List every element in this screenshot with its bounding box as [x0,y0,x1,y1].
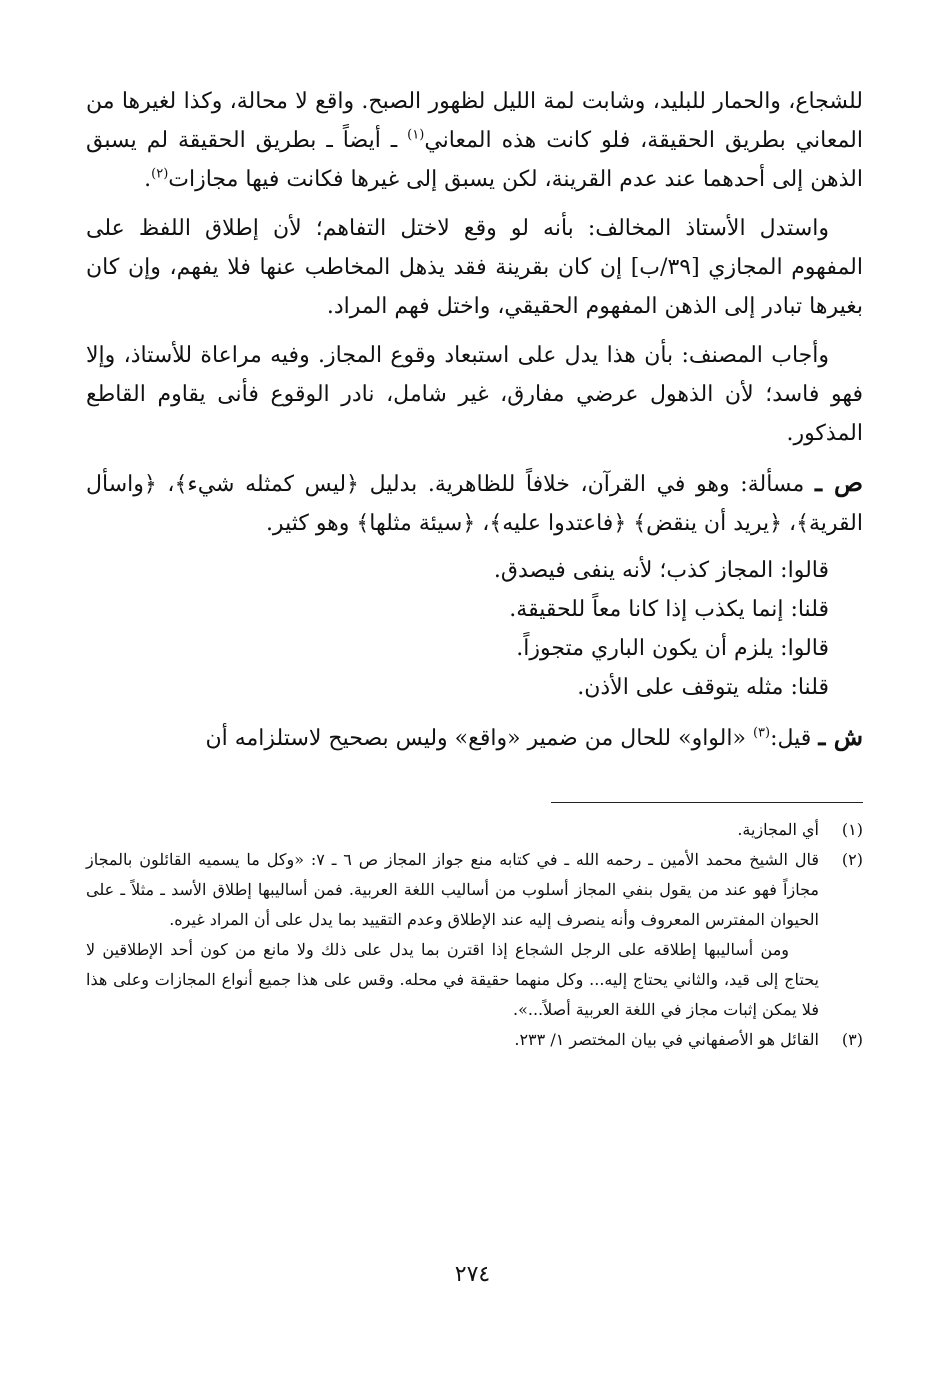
paragraph-4 [86,463,863,543]
footnote-3-number: (٣) [841,1030,863,1049]
text-marker-sad: ص ـ [814,468,863,497]
paragraph-1-text-b: ـ أيضاً ـ بطريق الحقيقة لم يسبق الذهن إلى أحدهما عند عدم القرينة، لكن يسبق إلى غيرها فكانت فيها مجازات [86,128,863,192]
footnote-1-text: أي المجازية. [737,820,819,839]
footnote-2-number: (٢) [841,850,863,869]
footnote-1-number: (١) [841,820,863,839]
paragraph-1 [86,82,863,199]
dialog-line-4: قلنا: مثله يتوقف على الأذن. [577,675,829,700]
paragraph-2: واستدل الأستاذ المخالف: بأنه لو وقع لاختل التفاهم؛ لأن إطلاق اللفظ على المفهوم المجازي [٣٩/ب] إن كان بقرينة فقد يذهل المخاطب عنها فلا يفهم، وإن كان بغيرها تبادر إلى الذهن المفهوم الحقيقي، واختل فهم المراد. [86,216,863,319]
dialog-line-3: قالوا: يلزم أن يكون الباري متجوزاً. [516,636,829,661]
paragraph-5 [86,717,863,758]
paragraph-4-text: مسألة: وهو في القرآن، خلافاً للظاهرية. بدليل ﴿ليس كمثله شيء﴾، ﴿واسأل القرية﴾، ﴿يريد أن ينقض﴾ ﴿فاعتدوا عليه﴾، ﴿سيئة مثلها﴾ وهو كثير. [86,472,863,536]
footnote-ref-2[interactable]: (٢) [151,166,169,182]
dialog-block [86,551,863,707]
footnote-ref-3[interactable]: (٣) [752,725,771,741]
dialog-line-1: قالوا: المجاز كذب؛ لأنه ينفى فيصدق. [493,558,829,583]
footnote-1 [86,815,863,845]
paragraph-1-end: . [144,167,152,192]
footnote-3-text: القائل هو الأصفهاني في بيان المختصر ١/ ٢٣٣. [514,1030,819,1049]
page-number: ٢٧٤ [454,1262,491,1287]
footnote-divider [551,802,863,803]
footnote-2-text-2: ومن أساليبها إطلاقه على الرجل الشجاع إذا اقترن بما يدل على ذلك ولا مانع من كون أحد الإطلاقين لا يحتاج إلى قيد، والثاني يحتاج إليه... وكل منهما حقيقة في محله. وقس على هذا جميع أنواع المجازات وعلى هذا فلا يمكن إثبات مجاز في اللغة العربية أصلاً...». [86,940,819,1019]
footnote-ref-1[interactable]: (١) [407,127,425,143]
footnote-2-text-1: قال الشيخ محمد الأمين ـ رحمه الله ـ في كتابه منع جواز المجاز ص ٦ ـ ٧: «وكل ما يسميه القائلون بالمجاز مجازاً فهو عند من يقول بنفي المجاز أسلوب من أساليب اللغة العربية. فمن أساليبها إطلاق الأسد ـ مثلاً ـ على الحيوان المفترس المعروف وأنه ينصرف إليه عند الإطلاق وعدم التقييد بما يدل على أن المراد غيره. [86,850,820,929]
footnote-3 [86,1025,863,1055]
page-body [86,82,863,1378]
paragraph-1-text-a: للشجاع، والحمار للبليد، وشابت لمة الليل لظهور الصبح. واقع لا محالة، وكذا لغيرها من المعاني بطريق الحقيقة، فلو كانت هذه المعاني [86,89,863,153]
footnote-2 [86,845,863,1025]
paragraph-5-text-a: قيل: [770,726,819,751]
footnotes [86,815,863,1055]
dialog-line-2: قلنا: إنما يكذب إذا كانا معاً للحقيقة. [509,597,829,622]
paragraph-5-text-b: «الواو» للحال من ضمير «واقع» وليس بصحيح لاستلزامه أن [205,726,753,751]
paragraph-3: وأجاب المصنف: بأن هذا يدل على استبعاد وقوع المجاز. وفيه مراعاة للأستاذ، وإلا فهو فاسد؛ لأن الذهول عرضي مفارق، غير شامل، نادر الوقوع فأنى يقاوم القاطع المذكور. [86,343,863,446]
text-marker-shin: ش ـ [818,722,863,751]
